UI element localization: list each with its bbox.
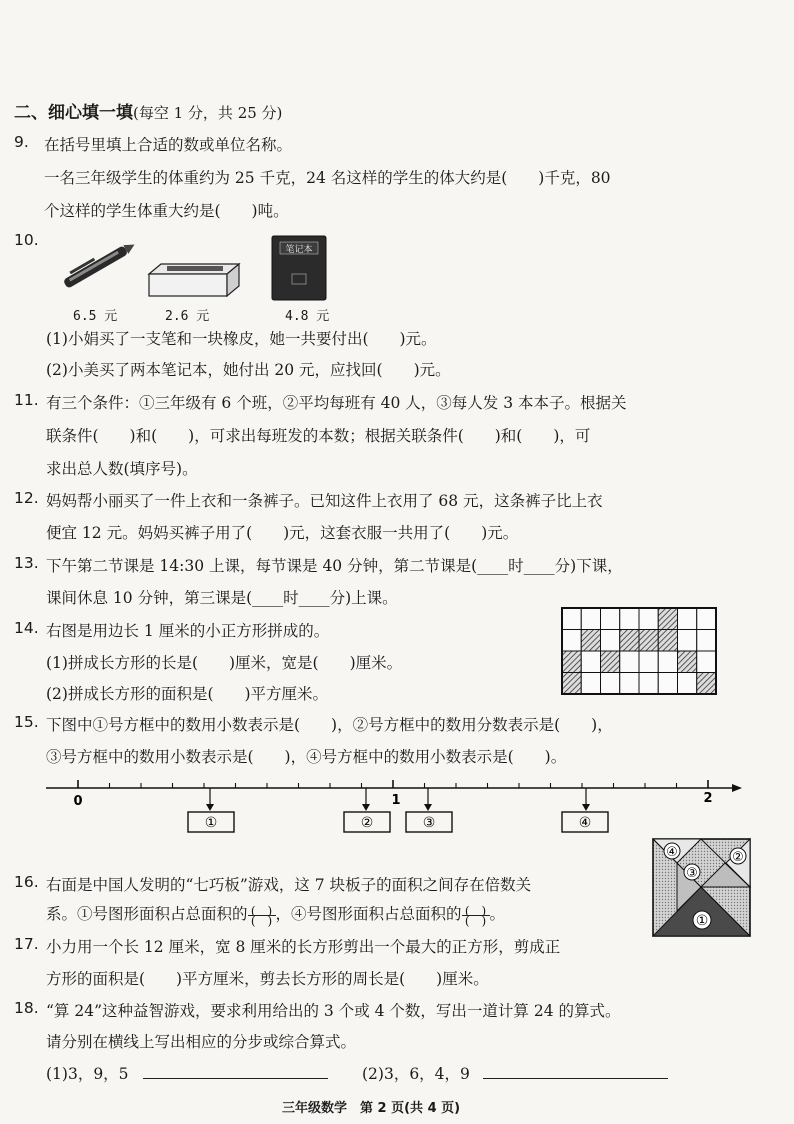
grid-cell bbox=[562, 673, 581, 695]
svg-text:③: ③ bbox=[422, 815, 436, 831]
tangram-label-3: ③ bbox=[686, 866, 698, 881]
question-13-line-1: 下午第二节课是 14:30 上课，每节课是 40 分钟，第二节课是(____时____分)下课， bbox=[46, 557, 623, 575]
question-12-line-1: 妈妈帮小丽买了一件上衣和一条裤子。已知这件上衣用了 68 元，这条裤子比上衣 bbox=[46, 492, 603, 510]
question-18-sub-2-text: (2)3，6，4，9 bbox=[362, 1065, 470, 1083]
question-13-number: 13. bbox=[14, 554, 39, 572]
question-18-sub-1 bbox=[46, 1062, 328, 1084]
question-16-line-1: 右面是中国人发明的“七巧板”游戏，这 7 块板子的面积之间存在倍数关 bbox=[46, 876, 532, 894]
grid-cell bbox=[697, 651, 716, 673]
question-16-number: 16. bbox=[14, 873, 39, 891]
question-16-text-a: 系。①号图形面积占总面积的 bbox=[46, 905, 248, 923]
question-9-line-1: 在括号里填上合适的数或单位名称。 bbox=[44, 136, 293, 154]
answer-line-2[interactable] bbox=[483, 1064, 668, 1079]
notebook-cover-text: 笔记本 bbox=[285, 245, 313, 255]
question-18-number: 18. bbox=[14, 999, 39, 1017]
grid-cell bbox=[658, 630, 677, 652]
page-footer: 三年级数学 第 2 页(共 4 页) bbox=[282, 1101, 461, 1116]
question-15-line-2: ③号方框中的数用小数表示是( )，④号方框中的数用小数表示是( )。 bbox=[46, 748, 567, 766]
grid-cell bbox=[562, 651, 581, 673]
fraction-blank-1[interactable]: $\frac{( )}{( )}$ bbox=[248, 906, 276, 925]
pen-price: 6.5 元 bbox=[73, 309, 118, 324]
grid-cell bbox=[639, 630, 658, 652]
grid-cell bbox=[581, 673, 600, 695]
tick-label-1: 1 bbox=[391, 793, 401, 808]
grid-cell bbox=[562, 608, 581, 630]
question-18-line-1: “算 24”这种益智游戏，要求利用给出的 3 个或 4 个数，写出一道计算 24 的算式。 bbox=[46, 1002, 621, 1020]
question-15-number: 15. bbox=[14, 713, 39, 731]
marker-box-2 bbox=[344, 788, 390, 832]
grid-cell bbox=[620, 673, 639, 695]
tangram-figure bbox=[652, 838, 752, 940]
grid-cell bbox=[658, 673, 677, 695]
grid-cell bbox=[697, 630, 716, 652]
fraction-blank-2[interactable]: $\frac{( )}{( )}$ bbox=[462, 906, 490, 925]
question-9-line-3: 个这样的学生体重大约是( )吨。 bbox=[44, 202, 289, 220]
question-10-number: 10. bbox=[14, 231, 39, 249]
grid-cell bbox=[658, 651, 677, 673]
marker-box-3 bbox=[406, 788, 452, 832]
question-16-line-2 bbox=[46, 902, 506, 928]
section-header bbox=[14, 98, 282, 123]
question-16-text-b: ，④号图形面积占总面积的 bbox=[275, 905, 462, 923]
grid-cell bbox=[697, 673, 716, 695]
question-18-sub-1-text: (1)3，9，5 bbox=[46, 1065, 129, 1083]
grid-cell bbox=[639, 673, 658, 695]
grid-cell bbox=[581, 630, 600, 652]
number-line bbox=[38, 774, 750, 836]
grid-cell bbox=[697, 608, 716, 630]
grid-cell bbox=[620, 651, 639, 673]
grid-cell bbox=[620, 608, 639, 630]
tick-label-0: 0 bbox=[73, 794, 83, 809]
eraser-price: 2.6 元 bbox=[165, 309, 210, 324]
tangram-label-1: ① bbox=[695, 913, 709, 929]
answer-line-1[interactable] bbox=[143, 1064, 328, 1079]
question-12-line-2: 便宜 12 元。妈妈买裤子用了( )元，这套衣服一共用了( )元。 bbox=[46, 524, 519, 542]
grid-cell bbox=[601, 651, 620, 673]
question-13-line-2: 课间休息 10 分钟，第三课是(____时____分)上课。 bbox=[46, 589, 398, 607]
grid-cell bbox=[658, 608, 677, 630]
grid-cell bbox=[678, 608, 697, 630]
question-14-sub-1: (1)拼成长方形的长是( )厘米，宽是( )厘米。 bbox=[46, 654, 403, 672]
question-11-line-3: 求出总人数(填序号)。 bbox=[46, 460, 198, 478]
marker-box-1 bbox=[188, 788, 234, 832]
question-10-sub-1: (1)小娟买了一支笔和一块橡皮，她一共要付出( )元。 bbox=[46, 330, 437, 348]
question-18-sub-2 bbox=[362, 1062, 668, 1084]
svg-text:④: ④ bbox=[578, 815, 592, 831]
grid-cell bbox=[601, 608, 620, 630]
notebook-price: 4.8 元 bbox=[285, 309, 330, 324]
eraser-icon bbox=[145, 262, 241, 298]
grid-cell bbox=[601, 630, 620, 652]
question-17-line-2: 方形的面积是( )平方厘米，剪去长方形的周长是( )厘米。 bbox=[46, 970, 489, 988]
question-17-number: 17. bbox=[14, 935, 39, 953]
question-10-sub-2: (2)小美买了两本笔记本，她付出 20 元，应找回( )元。 bbox=[46, 361, 451, 379]
section-score-note: (每空 1 分，共 25 分) bbox=[133, 104, 283, 122]
question-15-line-1: 下图中①号方框中的数用小数表示是( )，②号方框中的数用分数表示是( )， bbox=[46, 716, 613, 734]
grid-cell bbox=[639, 608, 658, 630]
section-title: 二、细心填一填 bbox=[14, 103, 133, 123]
pen-icon bbox=[56, 234, 142, 296]
tangram-label-2: ② bbox=[732, 850, 744, 865]
grid-cell bbox=[581, 608, 600, 630]
grid-rectangle-figure bbox=[560, 606, 720, 698]
question-18-line-2: 请分别在横线上写出相应的分步或综合算式。 bbox=[46, 1033, 357, 1051]
question-16-text-c: 。 bbox=[489, 905, 506, 923]
question-14-sub-2: (2)拼成长方形的面积是( )平方厘米。 bbox=[46, 685, 329, 703]
question-14-number: 14. bbox=[14, 619, 39, 637]
grid-cell bbox=[601, 673, 620, 695]
question-9-line-2: 一名三年级学生的体重约为 25 千克，24 名这样的学生的体大约是( )千克，80 bbox=[44, 169, 611, 187]
grid-cell bbox=[678, 630, 697, 652]
tangram-label-4: ④ bbox=[666, 845, 678, 860]
grid-cell bbox=[562, 630, 581, 652]
notebook-icon bbox=[270, 234, 330, 302]
grid-cell bbox=[639, 651, 658, 673]
svg-text:②: ② bbox=[360, 815, 374, 831]
question-11-line-1: 有三个条件：①三年级有 6 个班，②平均每班有 40 人，③每人发 3 本本子。根据关 bbox=[46, 394, 627, 412]
question-9-number: 9. bbox=[14, 133, 29, 151]
tick-label-2: 2 bbox=[703, 791, 713, 806]
grid-cell bbox=[620, 630, 639, 652]
marker-box-4 bbox=[562, 788, 608, 832]
question-12-number: 12. bbox=[14, 489, 39, 507]
question-17-line-1: 小力用一个长 12 厘米，宽 8 厘米的长方形剪出一个最大的正方形，剪成正 bbox=[46, 938, 561, 956]
grid-cell bbox=[678, 673, 697, 695]
question-14-line-1: 右图是用边长 1 厘米的小正方形拼成的。 bbox=[46, 622, 330, 640]
svg-text:①: ① bbox=[204, 815, 218, 831]
grid-cell bbox=[581, 651, 600, 673]
question-11-number: 11. bbox=[14, 391, 39, 409]
grid-cell bbox=[678, 651, 697, 673]
question-11-line-2: 联条件( )和( )，可求出每班发的本数；根据关联条件( )和( )，可 bbox=[46, 427, 591, 445]
